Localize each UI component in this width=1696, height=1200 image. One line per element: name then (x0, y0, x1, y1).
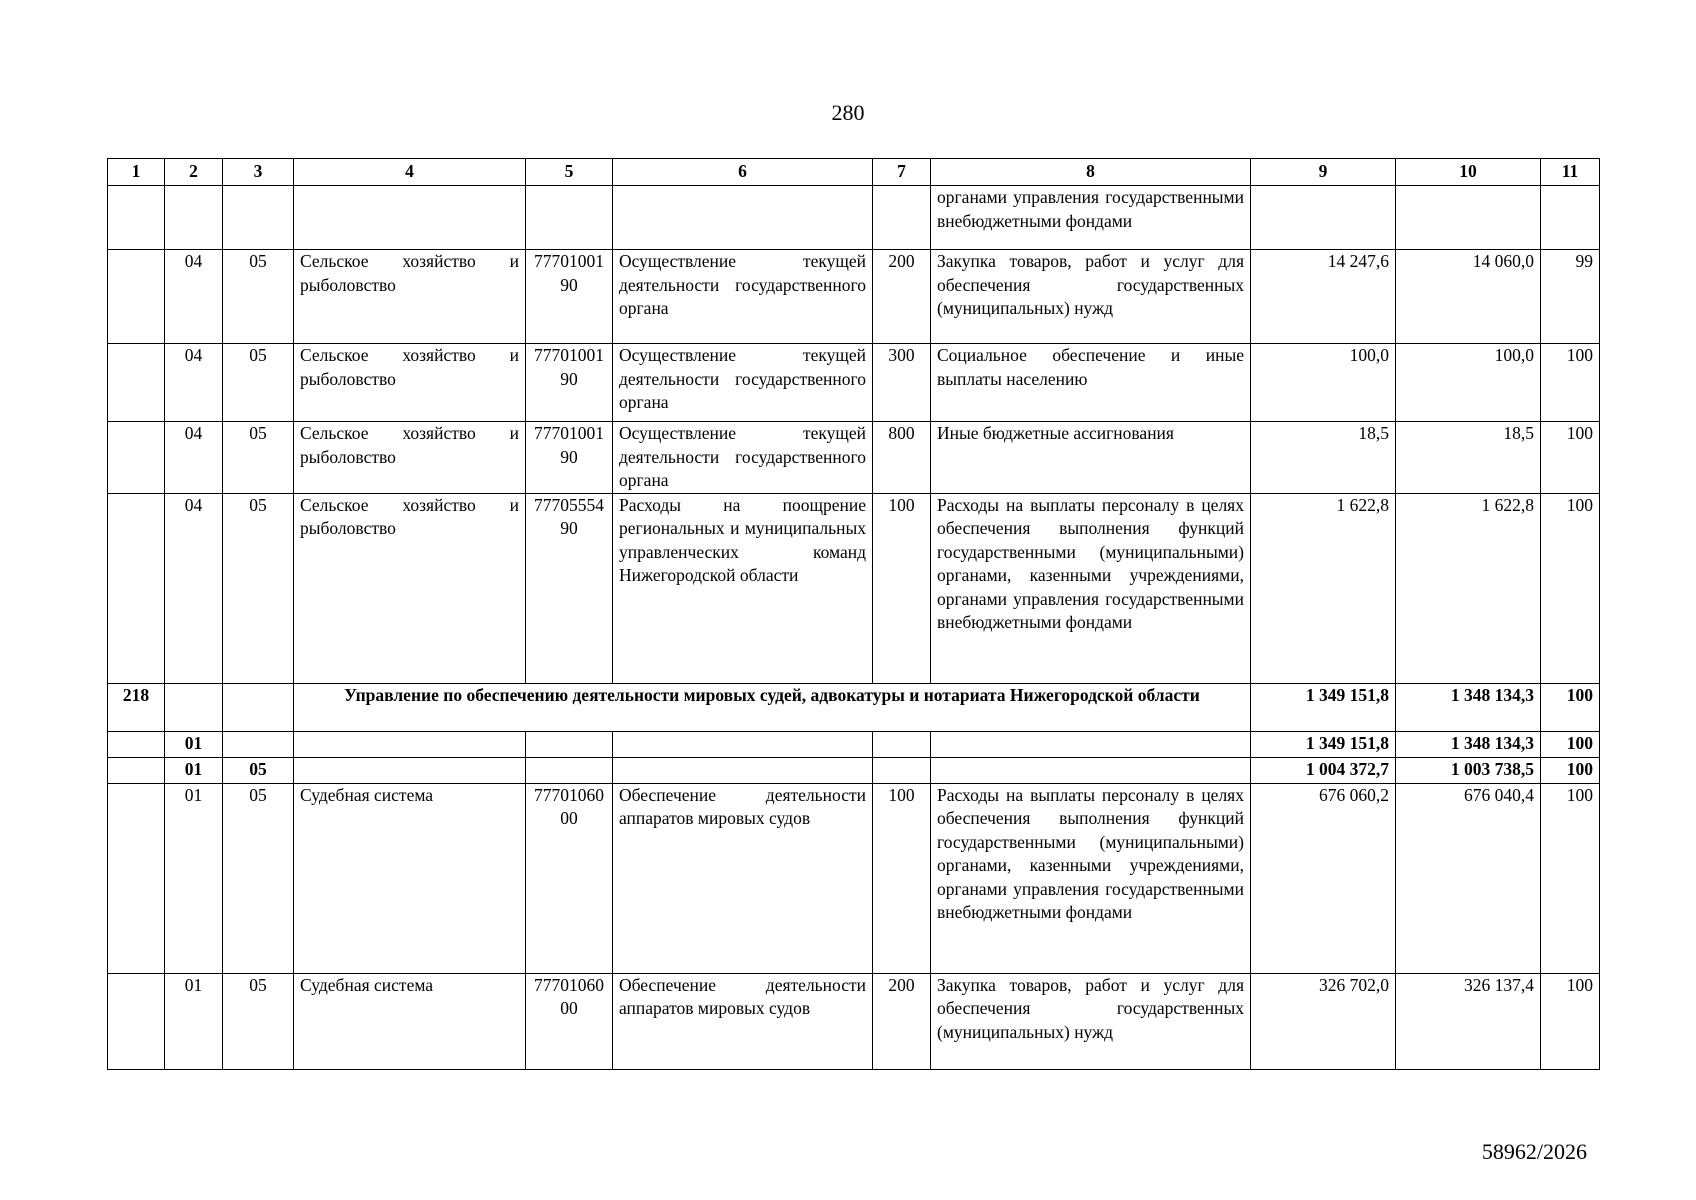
cell-col1 (108, 757, 165, 783)
budget-table (107, 158, 1600, 1070)
cell-col9: 1 622,8 (1251, 493, 1396, 683)
cell-col2 (165, 683, 223, 731)
cell-col1 (108, 344, 165, 422)
cell-col8: органами управления государственными внебюджетными фондами (931, 186, 1251, 250)
cell-col8: Иные бюджетные ассигнования (931, 422, 1251, 494)
header-cell: 7 (873, 159, 931, 186)
header-cell: 3 (223, 159, 294, 186)
cell-col4: Сельское хозяйство и рыболовство (294, 422, 526, 494)
cell-col1 (108, 973, 165, 1069)
department-row (108, 683, 1600, 731)
cell-col6: Расходы на поощрение региональных и муниципальных управленческих команд Нижегородской области (613, 493, 873, 683)
header-row (108, 159, 1600, 186)
header-cell: 9 (1251, 159, 1396, 186)
cell-col7: 200 (873, 973, 931, 1069)
cell-col8: Социальное обеспечение и иные выплаты населению (931, 344, 1251, 422)
cell-col2 (165, 186, 223, 250)
cell-col1 (108, 422, 165, 494)
cell-col9: 326 702,0 (1251, 973, 1396, 1069)
cell-col2: 04 (165, 344, 223, 422)
cell-col9: 18,5 (1251, 422, 1396, 494)
header-cell: 11 (1541, 159, 1600, 186)
cell-col10: 14 060,0 (1396, 250, 1541, 344)
cell-col6 (613, 757, 873, 783)
cell-col1 (108, 250, 165, 344)
cell-col4 (294, 186, 526, 250)
cell-col11: 100 (1541, 344, 1600, 422)
cell-col11: 100 (1541, 757, 1600, 783)
cell-col2: 04 (165, 493, 223, 683)
cell-col4: Сельское хозяйство и рыболовство (294, 493, 526, 683)
cell-col3: 05 (223, 422, 294, 494)
cell-col3 (223, 186, 294, 250)
cell-col5: 7770106000 (526, 783, 613, 973)
cell-col1 (108, 783, 165, 973)
cell-col3 (223, 683, 294, 731)
header-cell: 8 (931, 159, 1251, 186)
cell-col3: 05 (223, 757, 294, 783)
header-cell: 1 (108, 159, 165, 186)
cell-col4: Сельское хозяйство и рыболовство (294, 344, 526, 422)
cell-col5 (526, 731, 613, 757)
cell-col9 (1251, 186, 1396, 250)
cell-col5 (526, 757, 613, 783)
cell-col2: 01 (165, 783, 223, 973)
cell-col8: Закупка товаров, работ и услуг для обеспечения государственных (муниципальных) нужд (931, 973, 1251, 1069)
cell-col11: 100 (1541, 973, 1600, 1069)
cell-col2: 04 (165, 250, 223, 344)
table-row (108, 186, 1600, 250)
cell-col8: Расходы на выплаты персоналу в целях обеспечения выполнения функций государственными (муниципальными) органами, казенными учреждениями, органами управления государственными внебюджетными фондами (931, 783, 1251, 973)
cell-col2: 01 (165, 731, 223, 757)
cell-col4: Судебная система (294, 783, 526, 973)
cell-col9: 676 060,2 (1251, 783, 1396, 973)
cell-col3: 05 (223, 344, 294, 422)
cell-col5: 7770100190 (526, 250, 613, 344)
cell-col4 (294, 757, 526, 783)
department-code: 218 (108, 683, 165, 731)
cell-col11: 100 (1541, 683, 1600, 731)
header-cell: 10 (1396, 159, 1541, 186)
cell-col11: 100 (1541, 422, 1600, 494)
header-cell: 6 (613, 159, 873, 186)
cell-col7 (873, 757, 931, 783)
page-number: 280 (831, 100, 865, 125)
cell-col4 (294, 731, 526, 757)
department-name: Управление по обеспечению деятельности мировых судей, адвокатуры и нотариата Нижегородской области (294, 683, 1251, 731)
cell-col7: 200 (873, 250, 931, 344)
cell-col4: Судебная система (294, 973, 526, 1069)
table-row (108, 493, 1600, 683)
cell-col1 (108, 186, 165, 250)
table-row (108, 973, 1600, 1069)
cell-col10: 18,5 (1396, 422, 1541, 494)
cell-col7 (873, 731, 931, 757)
cell-col5: 7770555490 (526, 493, 613, 683)
cell-col7: 800 (873, 422, 931, 494)
cell-col6: Осуществление текущей деятельности государственного органа (613, 344, 873, 422)
cell-col10: 1 622,8 (1396, 493, 1541, 683)
cell-col3: 05 (223, 783, 294, 973)
cell-col5 (526, 186, 613, 250)
cell-col10: 1 348 134,3 (1396, 731, 1541, 757)
cell-col10: 676 040,4 (1396, 783, 1541, 973)
cell-col6: Осуществление текущей деятельности государственного органа (613, 250, 873, 344)
cell-col2: 01 (165, 973, 223, 1069)
cell-col9: 1 349 151,8 (1251, 731, 1396, 757)
cell-col2: 01 (165, 757, 223, 783)
cell-col11 (1541, 186, 1600, 250)
cell-col10: 1 003 738,5 (1396, 757, 1541, 783)
cell-col3: 05 (223, 250, 294, 344)
cell-col6: Обеспечение деятельности аппаратов мировых судов (613, 783, 873, 973)
cell-col9: 14 247,6 (1251, 250, 1396, 344)
cell-col5: 7770100190 (526, 422, 613, 494)
cell-col4: Сельское хозяйство и рыболовство (294, 250, 526, 344)
cell-col8: Закупка товаров, работ и услуг для обеспечения государственных (муниципальных) нужд (931, 250, 1251, 344)
cell-col5: 7770100190 (526, 344, 613, 422)
cell-col10: 100,0 (1396, 344, 1541, 422)
cell-col10: 1 348 134,3 (1396, 683, 1541, 731)
cell-col8: Расходы на выплаты персоналу в целях обеспечения выполнения функций государственными (муниципальными) органами, казенными учреждениями, органами управления государственными внебюджетными фондами (931, 493, 1251, 683)
cell-col1 (108, 493, 165, 683)
cell-col7: 300 (873, 344, 931, 422)
cell-col3: 05 (223, 973, 294, 1069)
header-cell: 4 (294, 159, 526, 186)
cell-col9: 100,0 (1251, 344, 1396, 422)
table-row (108, 344, 1600, 422)
cell-col6: Осуществление текущей деятельности государственного органа (613, 422, 873, 494)
cell-col11: 100 (1541, 731, 1600, 757)
cell-col7 (873, 186, 931, 250)
cell-col6: Обеспечение деятельности аппаратов мировых судов (613, 973, 873, 1069)
section-row (108, 731, 1600, 757)
header-cell: 5 (526, 159, 613, 186)
cell-col6 (613, 186, 873, 250)
document-id: 58962/2026 (1481, 1139, 1587, 1164)
cell-col11: 100 (1541, 783, 1600, 973)
cell-col9: 1 004 372,7 (1251, 757, 1396, 783)
cell-col11: 99 (1541, 250, 1600, 344)
cell-col1 (108, 731, 165, 757)
cell-col7: 100 (873, 493, 931, 683)
cell-col8 (931, 731, 1251, 757)
table-row (108, 422, 1600, 494)
cell-col6 (613, 731, 873, 757)
table-row (108, 250, 1600, 344)
cell-col11: 100 (1541, 493, 1600, 683)
cell-col9: 1 349 151,8 (1251, 683, 1396, 731)
cell-col5: 7770106000 (526, 973, 613, 1069)
subsection-row (108, 757, 1600, 783)
cell-col10 (1396, 186, 1541, 250)
cell-col8 (931, 757, 1251, 783)
table-row (108, 783, 1600, 973)
cell-col3 (223, 731, 294, 757)
header-cell: 2 (165, 159, 223, 186)
cell-col3: 05 (223, 493, 294, 683)
cell-col7: 100 (873, 783, 931, 973)
cell-col2: 04 (165, 422, 223, 494)
cell-col10: 326 137,4 (1396, 973, 1541, 1069)
